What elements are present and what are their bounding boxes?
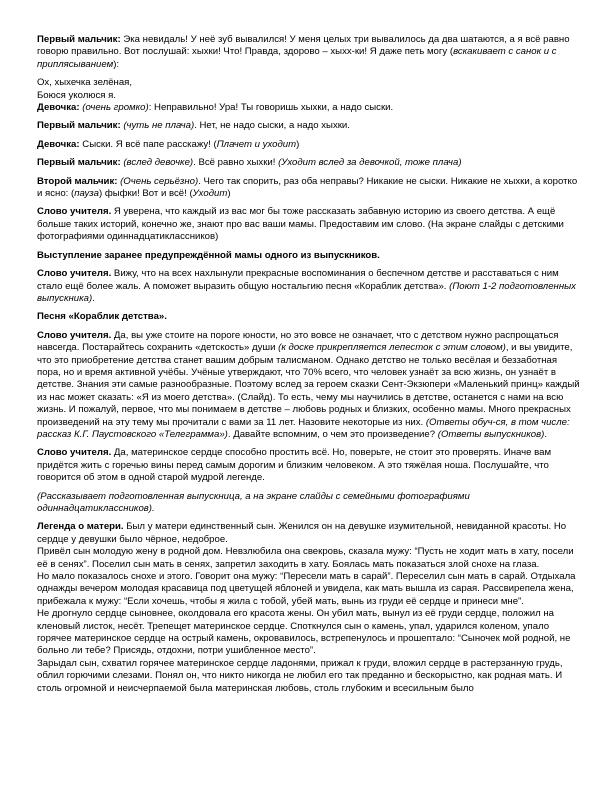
dialogue-text: ) — [227, 188, 231, 200]
stage-direction: Плачет и уходит — [216, 138, 297, 150]
dialogue-text: . Нет, не надо сыски, а надо хыхки. — [194, 120, 350, 132]
paragraph-first-boy-3 — [37, 157, 582, 169]
stage-direction: (чуть не плача) — [123, 120, 195, 132]
dialogue-text: : Неправильно! Ура! Ты говоришь хыхки, а надо сыски. — [148, 102, 394, 114]
section-heading: Песня «Кораблик детства». — [37, 311, 167, 323]
dialogue-text: . Давайте вспомним, о чем это произведение? — [227, 428, 438, 440]
stage-direction: (очень громко) — [82, 102, 149, 114]
dialogue-text: . Всё равно хыхки! — [193, 157, 279, 169]
stage-direction: вскакивает с санок и с приплясыванием — [37, 46, 557, 70]
paragraph-teacher-1 — [37, 206, 582, 243]
heading-song — [37, 311, 582, 323]
stage-direction: (Поют 1-2 подготовленных выпускника) — [37, 280, 576, 304]
speaker-label: Слово учителя. — [37, 268, 112, 280]
legend-title: Легенда о матери. — [37, 521, 124, 533]
dialogue-text: ) фыфки! Вот и всё! ( — [98, 188, 193, 200]
dialogue-text: ) — [296, 138, 300, 150]
dialogue-text: Сыски. Я всё папе расскажу! ( — [79, 138, 217, 150]
speaker-label: Девочка: — [37, 138, 80, 150]
paragraph-note — [37, 491, 582, 516]
stage-direction: (вслед девочке) — [123, 157, 194, 169]
speaker-label: Первый мальчик: — [37, 34, 121, 45]
dialogue-text: . Чего так спорить, раз оба неправы? Никакие не сыски. Никакие не хыхки, а коротко и ясно: ( — [37, 175, 578, 200]
section-heading: Выступление заранее предупреждённой мамы одного из выпускников. — [37, 249, 380, 261]
dialogue-text: . — [92, 292, 95, 304]
speaker-label: Второй мальчик: — [37, 175, 118, 187]
dialogue-text: Да, материнское сердце способно простить всё. Но, поверьте, не стоит это проверять. Иначе вам придётся жить с горечью вины перед самым дорогим и близким человеком. А это тяжёлая ноша. Послушайте, что говорится об этом в одной старой мудрой легенде. — [37, 447, 552, 484]
paragraph-second-boy — [37, 176, 582, 201]
speaker-label: Слово учителя. — [37, 329, 112, 341]
stage-direction: (Рассказывает подготовленная выпускница, а на экране слайды с семейными фотографиями одиннадцатиклассников). — [37, 490, 470, 514]
stage-direction: (Уходит вслед за девочкой, тоже плача) — [278, 157, 462, 169]
legend-paragraph-2: Привёл сын молодую жену в родной дом. Невзлюбила она свекровь, сказала мужу: “Пусть не ходит мать в хату, посели её в сенях”. Поселил сын мать в сенях, запретил заходить в хату. Боялась мать показаться злой снохе на глаза. — [37, 546, 574, 570]
paragraph-teacher-3 — [37, 330, 582, 442]
speaker-label: Девочка: — [37, 102, 80, 114]
dialogue-text: , и вы увидите, что это приобретение детства станет вашим добрым талисманом. Однако детство не только весёлая и беззаботная пора, но и время активной учёбы. Учёные утверждают, что 70% всего, что человек узнаёт за всю жизнь, он узнаёт в детстве. Знания эти самые разнообразные. Поэтому вслед за героем сказки Сент-Экзюпери «Маленький принц» каждый из нас может сказать: «Я из моего детства». (Слайд). То есть, чему мы научились в детстве, останется с нами на всю жизнь. И пожалуй, первое, что мы понимаем в детстве – любовь родных и близких, особенно мамы. Много прекрасных произведений на эту тему мы прочитали с вами за 11 лет. Назовите некоторые из них. — [37, 342, 580, 428]
paragraph-first-boy-2 — [37, 120, 582, 132]
paragraph-girl-2 — [37, 139, 582, 151]
legend-paragraph-4: Не дрогнуло сердце сыновнее, околдовала его красота жены. Он убил мать, вынул из её груди сердце, положил на кленовый листок, несёт. Трепещет материнское сердце. Споткнулся сын о камень, упал, ударился коленом, упало горячее материнское сердце на острый камень, окровавилось, встрепенулось и прошептало: “Сыночек мой родной, не больно ли тебе? Присядь, отдохни, потри ушибленное место”. — [37, 608, 571, 657]
legend-paragraph-5: Зарыдал сын, схватил горячее материнское сердце ладонями, прижал к груди, вложил сердце в растерзанную грудь, облил горючими слезами. Понял он, что никто никогда не любил его так преданно и бескорыстно, как родная мать. И столь огромной и неисчерпаемой была материнская любовь, столь глубоким и всесильным было — [37, 657, 563, 694]
paragraph-first-boy-1 — [37, 34, 582, 71]
stage-direction: Уходит — [192, 188, 228, 200]
stage-direction: (к доске прикрепляется лепесток с этим словом) — [278, 342, 506, 354]
paragraph-girl-1 — [37, 102, 582, 114]
speaker-label: Первый мальчик: — [37, 157, 121, 169]
paragraph-teacher-2 — [37, 268, 582, 305]
speaker-label: Слово учителя. — [37, 206, 112, 218]
poem-line-2: Боюся уколюся я. — [37, 89, 117, 101]
document-page — [37, 34, 582, 695]
legend-text: Был у матери единственный сын. Женился он на девушке изумительной, невиданной красоты. Но сердце у девушки было чёрное, недоброе. — [37, 521, 567, 545]
legend-paragraph-1 — [37, 521, 582, 546]
dialogue-text: ): — [113, 58, 120, 70]
speaker-label: Слово учителя. — [37, 447, 112, 459]
stage-direction: (Ответы выпускников) — [437, 428, 545, 440]
dialogue-text: Да, вы уже стоите на пороге юности, но это вовсе не означает, что с детством нужно распрощаться навсегда. Постарайтесь сохранить «детскость» души — [37, 329, 559, 354]
paragraph-teacher-4 — [37, 447, 582, 484]
stage-direction: (Очень серьёзно) — [120, 175, 199, 187]
heading-mother-speech — [37, 250, 582, 262]
speaker-label: Первый мальчик: — [37, 120, 121, 132]
dialogue-text: Я уверена, что каждый из вас мог бы тоже рассказать забавную историю из своего детства. А ещё больше таких историй, конечно же, знают про вас ваши мамы. Предоставим им слово. (На экране слайды с детскими фотографиями одиннадцатиклассников) — [37, 206, 564, 243]
stage-direction: (Ответы обуч-ся, в том числе: рассказ К.Г. Паустовского «Телеграмма») — [37, 416, 570, 440]
dialogue-text: Эка невидаль! У неё зуб вывалился! У меня целых три вывалилось да два шатаются, а я всё равно говорю правильно. Вот послушай: хыхки! Что! Правда, здорово – хыхх-ки! Я даже петь могу ( — [37, 34, 570, 58]
stage-direction: пауза — [74, 188, 99, 200]
legend-paragraph-3: Но мало показалось снохе и этого. Говорит она мужу: “Пересели мать в сарай”. Переселил сын мать в сарай. Отдыхала однажды вечером молодая красавица под цветущей яблоней и увидела, как мать вышла из сарая. Рассвирепела жена, прибежала к мужу: “Если хочешь, чтобы я жила с тобой, убей мать, вынь из груди её сердце и принеси мне”. — [37, 571, 576, 607]
dialogue-text: Вижу, что на всех нахлынули прекрасные воспоминания о беспечном детстве и расставаться с ним стало ещё более жаль. А поможет выразить общую ностальгию песня «Кораблик детства». — [37, 268, 559, 292]
poem-line-1: Ох, хыхечка зелёная, — [37, 77, 133, 89]
dialogue-text: . — [544, 428, 547, 440]
